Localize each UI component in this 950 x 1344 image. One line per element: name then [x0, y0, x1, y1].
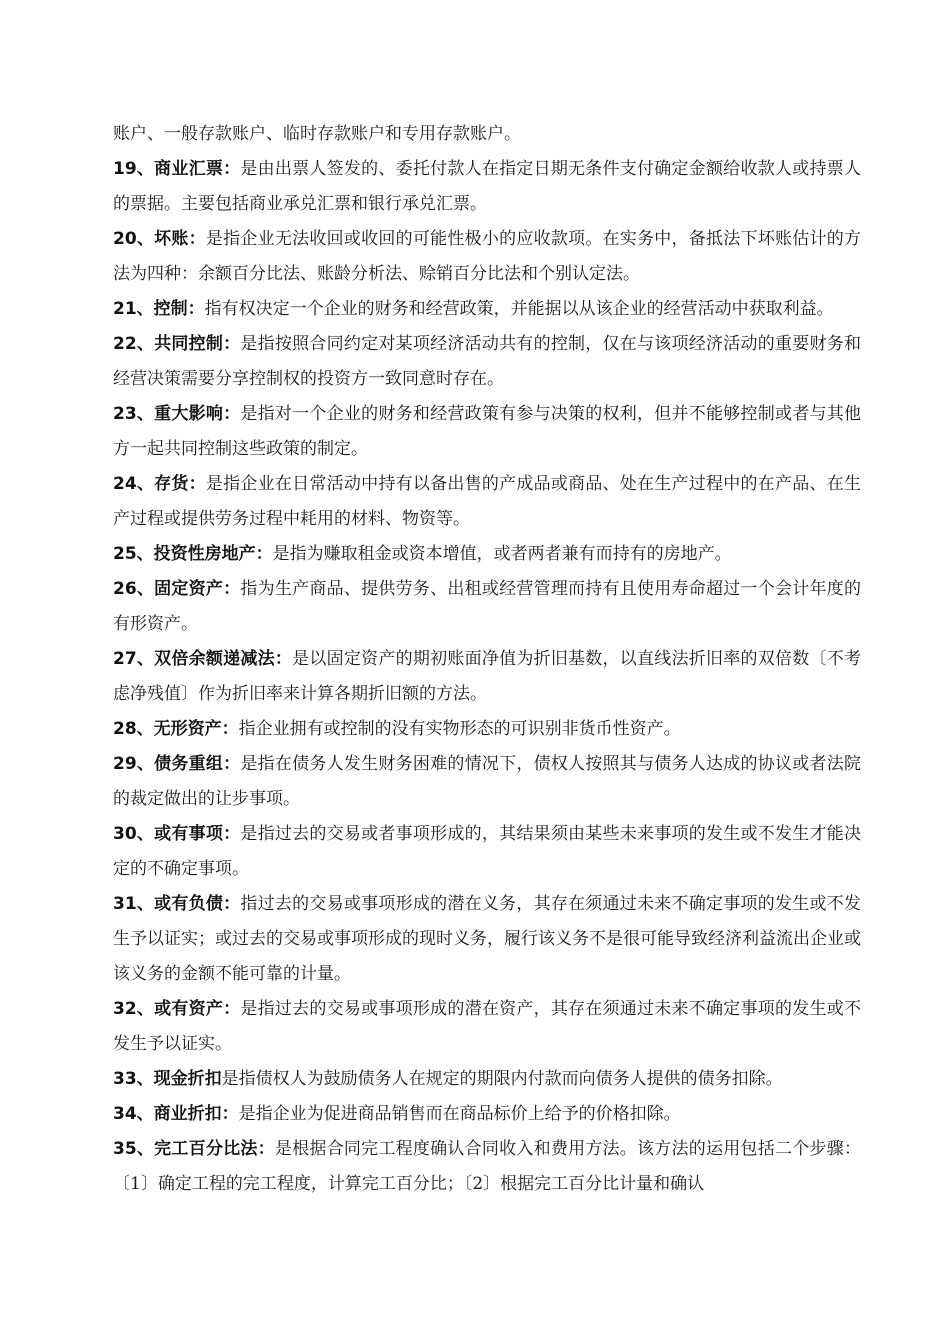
entry-paragraph — [113, 537, 861, 572]
entry-paragraph — [113, 1097, 861, 1132]
entry-term: 重大影响： — [154, 404, 241, 424]
entry-term: 存货： — [154, 474, 206, 494]
entry-term: 或有负债： — [154, 894, 241, 914]
entry-term: 完工百分比法： — [154, 1139, 275, 1159]
entry-term: 坏账： — [154, 229, 206, 249]
entry-number: 21、 — [113, 299, 154, 319]
entry-term: 共同控制： — [154, 334, 241, 354]
entry-number: 28、 — [113, 719, 154, 739]
entry-paragraph — [113, 572, 861, 642]
entry-definition: 指过去的交易或事项形成的潜在义务，其存在须通过未来不确定事项的发生或不发生予以证实；或过去的交易或事项形成的现时义务，履行该义务不是很可能导致经济利益流出企业或该义务的金额不能可靠的计量。 — [113, 894, 861, 984]
entry-number: 33、 — [113, 1069, 154, 1089]
entry-paragraph — [113, 747, 861, 817]
entry-definition: 是指为赚取租金或资本增值，或者两者兼有而持有的房地产。 — [272, 544, 732, 564]
entry-definition: 是指对一个企业的财务和经营政策有参与决策的权利，但并不能够控制或者与其他方一起共同控制这些政策的制定。 — [113, 404, 861, 459]
entry-term: 商业折扣： — [153, 1104, 239, 1124]
entry-paragraph — [113, 992, 861, 1062]
entry-paragraph — [113, 222, 861, 292]
entry-term: 无形资产： — [153, 719, 239, 739]
entry-number: 30、 — [113, 824, 155, 844]
entry-list — [113, 152, 861, 1202]
entry-term: 债务重组： — [154, 754, 241, 774]
entry-paragraph — [113, 152, 861, 222]
entry-term: 投资性房地产： — [153, 544, 273, 564]
entry-paragraph — [113, 327, 861, 397]
entry-number: 19、 — [113, 159, 155, 179]
entry-definition: 是根据合同完工程度确认合同收入和费用方法。该方法的运用包括二个步骤：〔1〕确定工程的完工程度，计算完工百分比；〔2〕根据完工百分比计量和确认 — [113, 1139, 862, 1194]
document-body — [113, 117, 861, 1202]
entry-term: 商业汇票： — [154, 159, 241, 179]
entry-definition: 是指在债务人发生财务困难的情况下，债权人按照其与债务人达成的协议或者法院的裁定做出的让步事项。 — [113, 754, 861, 809]
entry-paragraph — [113, 292, 861, 327]
entry-paragraph — [113, 887, 861, 992]
entry-number: 24、 — [113, 474, 155, 494]
entry-definition: 是指企业为促进商品销售而在商品标价上给予的价格扣除。 — [238, 1104, 681, 1124]
entry-paragraph — [113, 467, 861, 537]
entry-number: 22、 — [113, 334, 155, 354]
entry-definition: 是指企业无法收回或收回的可能性极小的应收款项。在实务中，备抵法下坏账估计的方法为四种：余额百分比法、账龄分析法、赊销百分比法和个别认定法。 — [113, 229, 862, 284]
entry-number: 32、 — [113, 999, 155, 1019]
entry-number: 23、 — [113, 404, 155, 424]
entry-term: 固定资产： — [154, 579, 241, 599]
entry-number: 35、 — [113, 1139, 155, 1159]
entry-paragraph — [113, 1062, 861, 1097]
entry-definition: 指为生产商品、提供劳务、出租或经营管理而持有且使用寿命超过一个会计年度的有形资产。 — [113, 579, 861, 634]
entry-term: 现金折扣 — [153, 1069, 222, 1089]
entry-definition: 是指按照合同约定对某项经济活动共有的控制，仅在与该项经济活动的重要财务和经营决策需要分享控制权的投资方一致同意时存在。 — [113, 334, 861, 389]
entry-number: 27、 — [113, 649, 155, 669]
entry-definition: 是由出票人签发的、委托付款人在指定日期无条件支付确定金额给收款人或持票人的票据。主要包括商业承兑汇票和银行承兑汇票。 — [113, 159, 861, 214]
entry-definition: 指有权决定一个企业的财务和经营政策，并能据以从该企业的经营活动中获取利益。 — [204, 299, 834, 319]
entry-definition: 指企业拥有或控制的没有实物形态的可识别非货币性资产。 — [238, 719, 681, 739]
entry-paragraph — [113, 1132, 861, 1202]
entry-paragraph — [113, 642, 861, 712]
entry-definition: 是以固定资产的期初账面净值为折旧基数，以直线法折旧率的双倍数〔不考虑净残值〕作为折旧率来计算各期折旧额的方法。 — [113, 649, 861, 704]
entry-paragraph — [113, 712, 861, 747]
entry-term: 双倍余额递减法： — [154, 649, 293, 669]
entry-paragraph — [113, 817, 861, 887]
entry-number: 20、 — [113, 229, 155, 249]
intro-paragraph: 账户、一般存款账户、临时存款账户和专用存款账户。 — [113, 124, 521, 144]
entry-definition: 是指企业在日常活动中持有以备出售的产成品或商品、处在生产过程中的在产品、在生产过程或提供劳务过程中耗用的材料、物资等。 — [113, 474, 862, 529]
entry-number: 29、 — [113, 754, 155, 774]
entry-number: 31、 — [113, 894, 155, 914]
entry-definition: 是指过去的交易或事项形成的潜在资产，其存在须通过未来不确定事项的发生或不发生予以证实。 — [113, 999, 861, 1054]
entry-term: 或有资产： — [154, 999, 241, 1019]
entry-definition: 是指债权人为鼓励债务人在规定的期限内付款而向债务人提供的债务扣除。 — [221, 1069, 783, 1089]
entry-definition: 是指过去的交易或者事项形成的，其结果须由某些未来事项的发生或不发生才能决定的不确定事项。 — [113, 824, 861, 879]
entry-number: 34、 — [113, 1104, 154, 1124]
entry-term: 控制： — [153, 299, 205, 319]
entry-term: 或有事项： — [154, 824, 241, 844]
entry-number: 25、 — [113, 544, 154, 564]
entry-paragraph — [113, 397, 861, 467]
entry-number: 26、 — [113, 579, 155, 599]
